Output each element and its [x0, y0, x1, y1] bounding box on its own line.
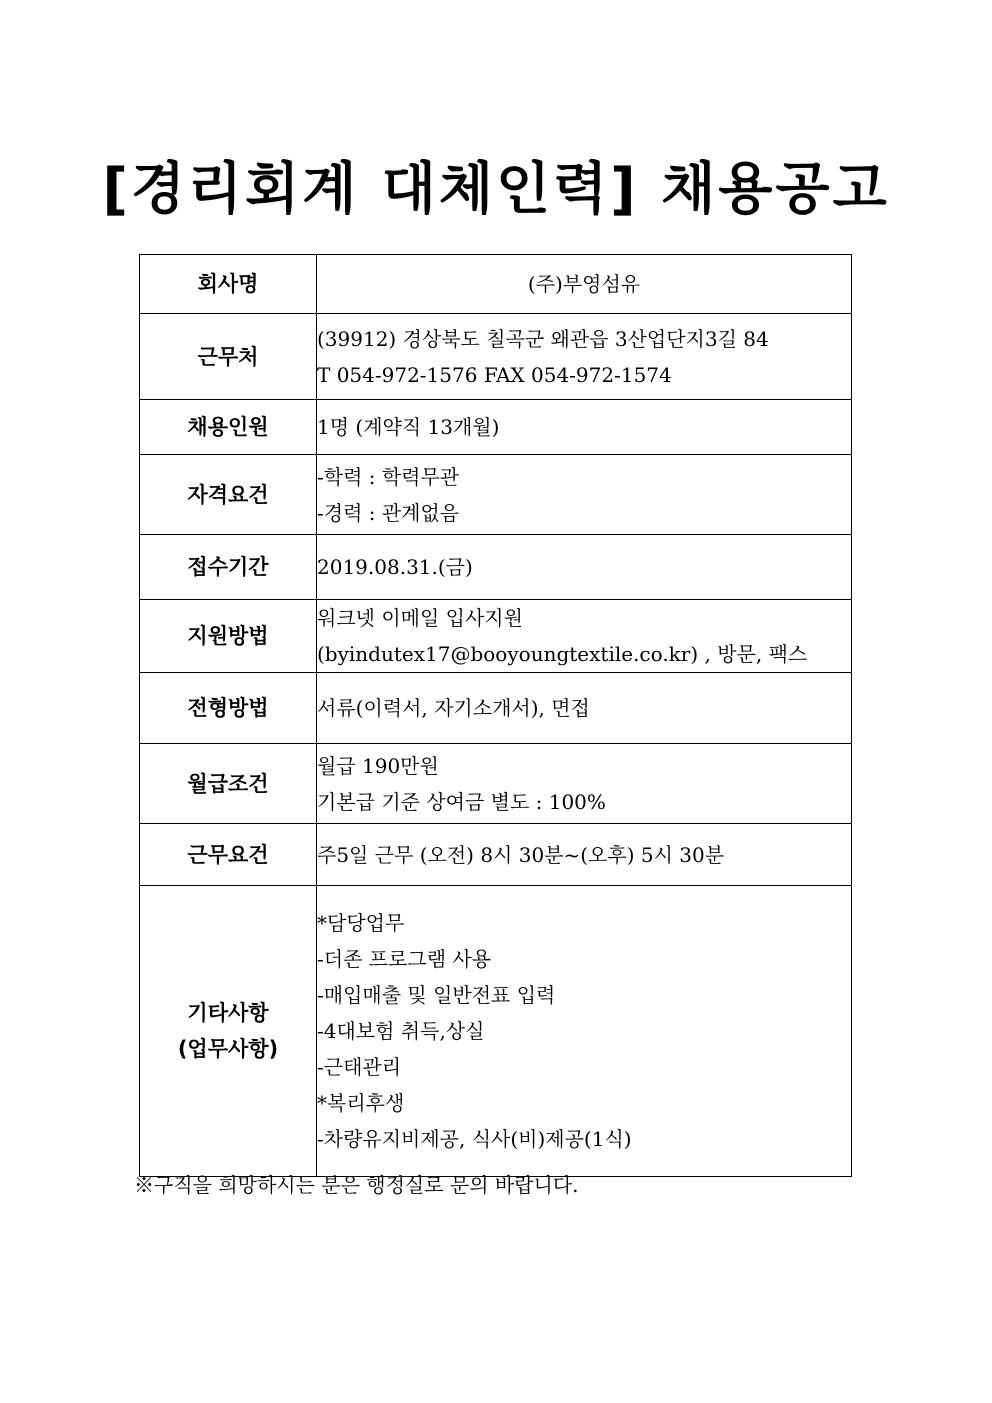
row-value-hours: 주5일 근무 (오전) 8시 30분~(오후) 5시 30분 — [317, 824, 852, 886]
row-label-headcount: 채용인원 — [140, 400, 317, 455]
salary-monthly: 월급 190만원 — [317, 753, 439, 778]
row-value-headcount: 1명 (계약직 13개월) — [317, 400, 852, 455]
apply-method-online: 워크넷 이메일 입사지원 — [317, 606, 523, 630]
qualification-experience: -경력 : 관계없음 — [317, 500, 460, 525]
row-value-workplace — [317, 314, 852, 400]
other-label-main: 기타사항 — [187, 1001, 269, 1025]
workplace-phone-fax: T 054-972-1576 FAX 054-972-1574 — [317, 362, 672, 387]
table-row-hours — [140, 824, 852, 886]
other-label-sub: (업무사항) — [177, 1037, 279, 1061]
other-duty-item: -더존 프로그램 사용 — [317, 947, 492, 971]
table-row-company — [140, 255, 852, 314]
salary-bonus: 기본급 기준 상여금 별도 : 100% — [317, 789, 606, 814]
row-value-selection: 서류(이력서, 자기소개서), 면접 — [317, 673, 852, 744]
table-row-selection — [140, 673, 852, 744]
row-label-other — [140, 886, 317, 1177]
row-label-selection: 전형방법 — [140, 673, 317, 744]
table-row-other — [140, 886, 852, 1177]
workplace-address: (39912) 경상북도 칠곡군 왜관읍 3산업단지3길 84 — [317, 326, 769, 351]
table-row-qualifications — [140, 455, 852, 535]
table-row-headcount — [140, 400, 852, 455]
row-label-workplace: 근무처 — [140, 314, 317, 400]
job-posting-table — [139, 254, 852, 1177]
table-row-workplace — [140, 314, 852, 400]
other-duty-item: -매입매출 및 일반전표 입력 — [317, 983, 556, 1007]
row-value-company: (주)부영섬유 — [317, 255, 852, 314]
other-duty-item: -4대보험 취득,상실 — [317, 1019, 485, 1043]
row-label-period: 접수기간 — [140, 535, 317, 600]
table-row-period — [140, 535, 852, 600]
row-label-company: 회사명 — [140, 255, 317, 314]
row-label-apply-method: 지원방법 — [140, 600, 317, 673]
qualification-education: -학력 : 학력무관 — [317, 464, 460, 489]
row-label-salary: 월급조건 — [140, 744, 317, 824]
row-value-qualifications — [317, 455, 852, 535]
apply-method-email: (byindutex17@booyoungtextile.co.kr) , 방문, 팩스 — [317, 642, 808, 666]
table-row-apply-method — [140, 600, 852, 673]
page-title: [경리회계 대체인력] 채용공고 — [102, 157, 890, 222]
table-row-salary — [140, 744, 852, 824]
other-duties-heading: *담당업무 — [317, 911, 405, 935]
row-value-salary — [317, 744, 852, 824]
other-duty-item: -근태관리 — [317, 1055, 402, 1079]
row-label-qualifications: 자격요건 — [140, 455, 317, 535]
footer-note: ※구직을 희망하시는 분은 행정실로 문의 바랍니다. — [134, 1173, 579, 1197]
row-value-apply-method — [317, 600, 852, 673]
other-welfare-item: -차량유지비제공, 식사(비)제공(1식) — [317, 1127, 632, 1151]
row-label-hours: 근무요건 — [140, 824, 317, 886]
other-welfare-heading: *복리후생 — [317, 1091, 405, 1115]
row-value-period: 2019.08.31.(금) — [317, 535, 852, 600]
row-value-other — [317, 886, 852, 1177]
